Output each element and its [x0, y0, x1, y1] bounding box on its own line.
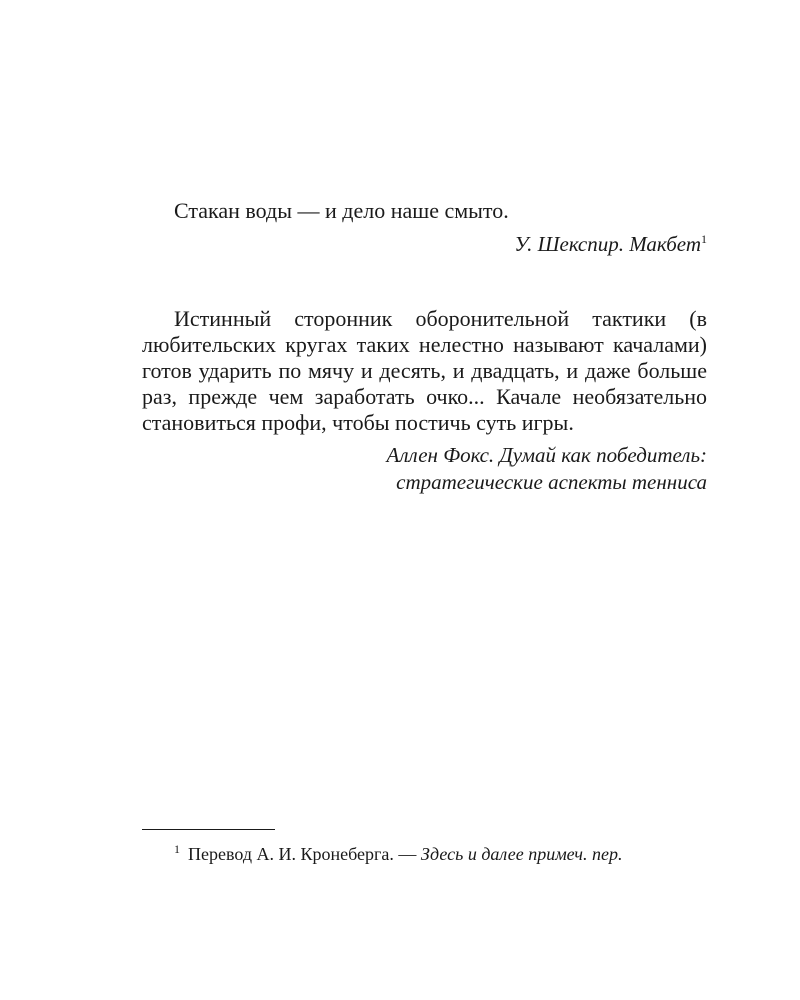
epigraph-quote: Истинный сторонник оборонительной тактики (в любительских кругах таких нелестно называют качалами) готов ударить по мячу и десять, и двадцать, и даже больше раз, прежде чем заработать очко... Качале необязательно становиться профи, чтобы постичь суть игры.: [142, 306, 707, 435]
footnote-divider: [142, 829, 275, 830]
attribution-text: У. Шекспир. Макбет: [514, 232, 701, 256]
footnote: [142, 836, 707, 867]
epigraph-quote: Стакан воды — и дело наше смыто.: [174, 198, 509, 223]
epigraph-fox: [142, 306, 707, 496]
book-page: [142, 0, 707, 1000]
epigraph-attribution-line-1: Аллен Фокс. Думай как победитель:: [386, 443, 707, 467]
footnote-marker: 1: [174, 842, 180, 856]
epigraph-shakespeare: [142, 196, 707, 258]
footnote-reference: 1: [701, 232, 707, 246]
epigraph-attribution-line-2: стратегические аспекты тенниса: [396, 470, 707, 494]
epigraph-attribution: [142, 226, 707, 258]
footnote-italic-text: Здесь и далее примеч. пер.: [420, 844, 623, 864]
footnote-text: Перевод А. И. Кронеберга. —: [188, 844, 421, 864]
